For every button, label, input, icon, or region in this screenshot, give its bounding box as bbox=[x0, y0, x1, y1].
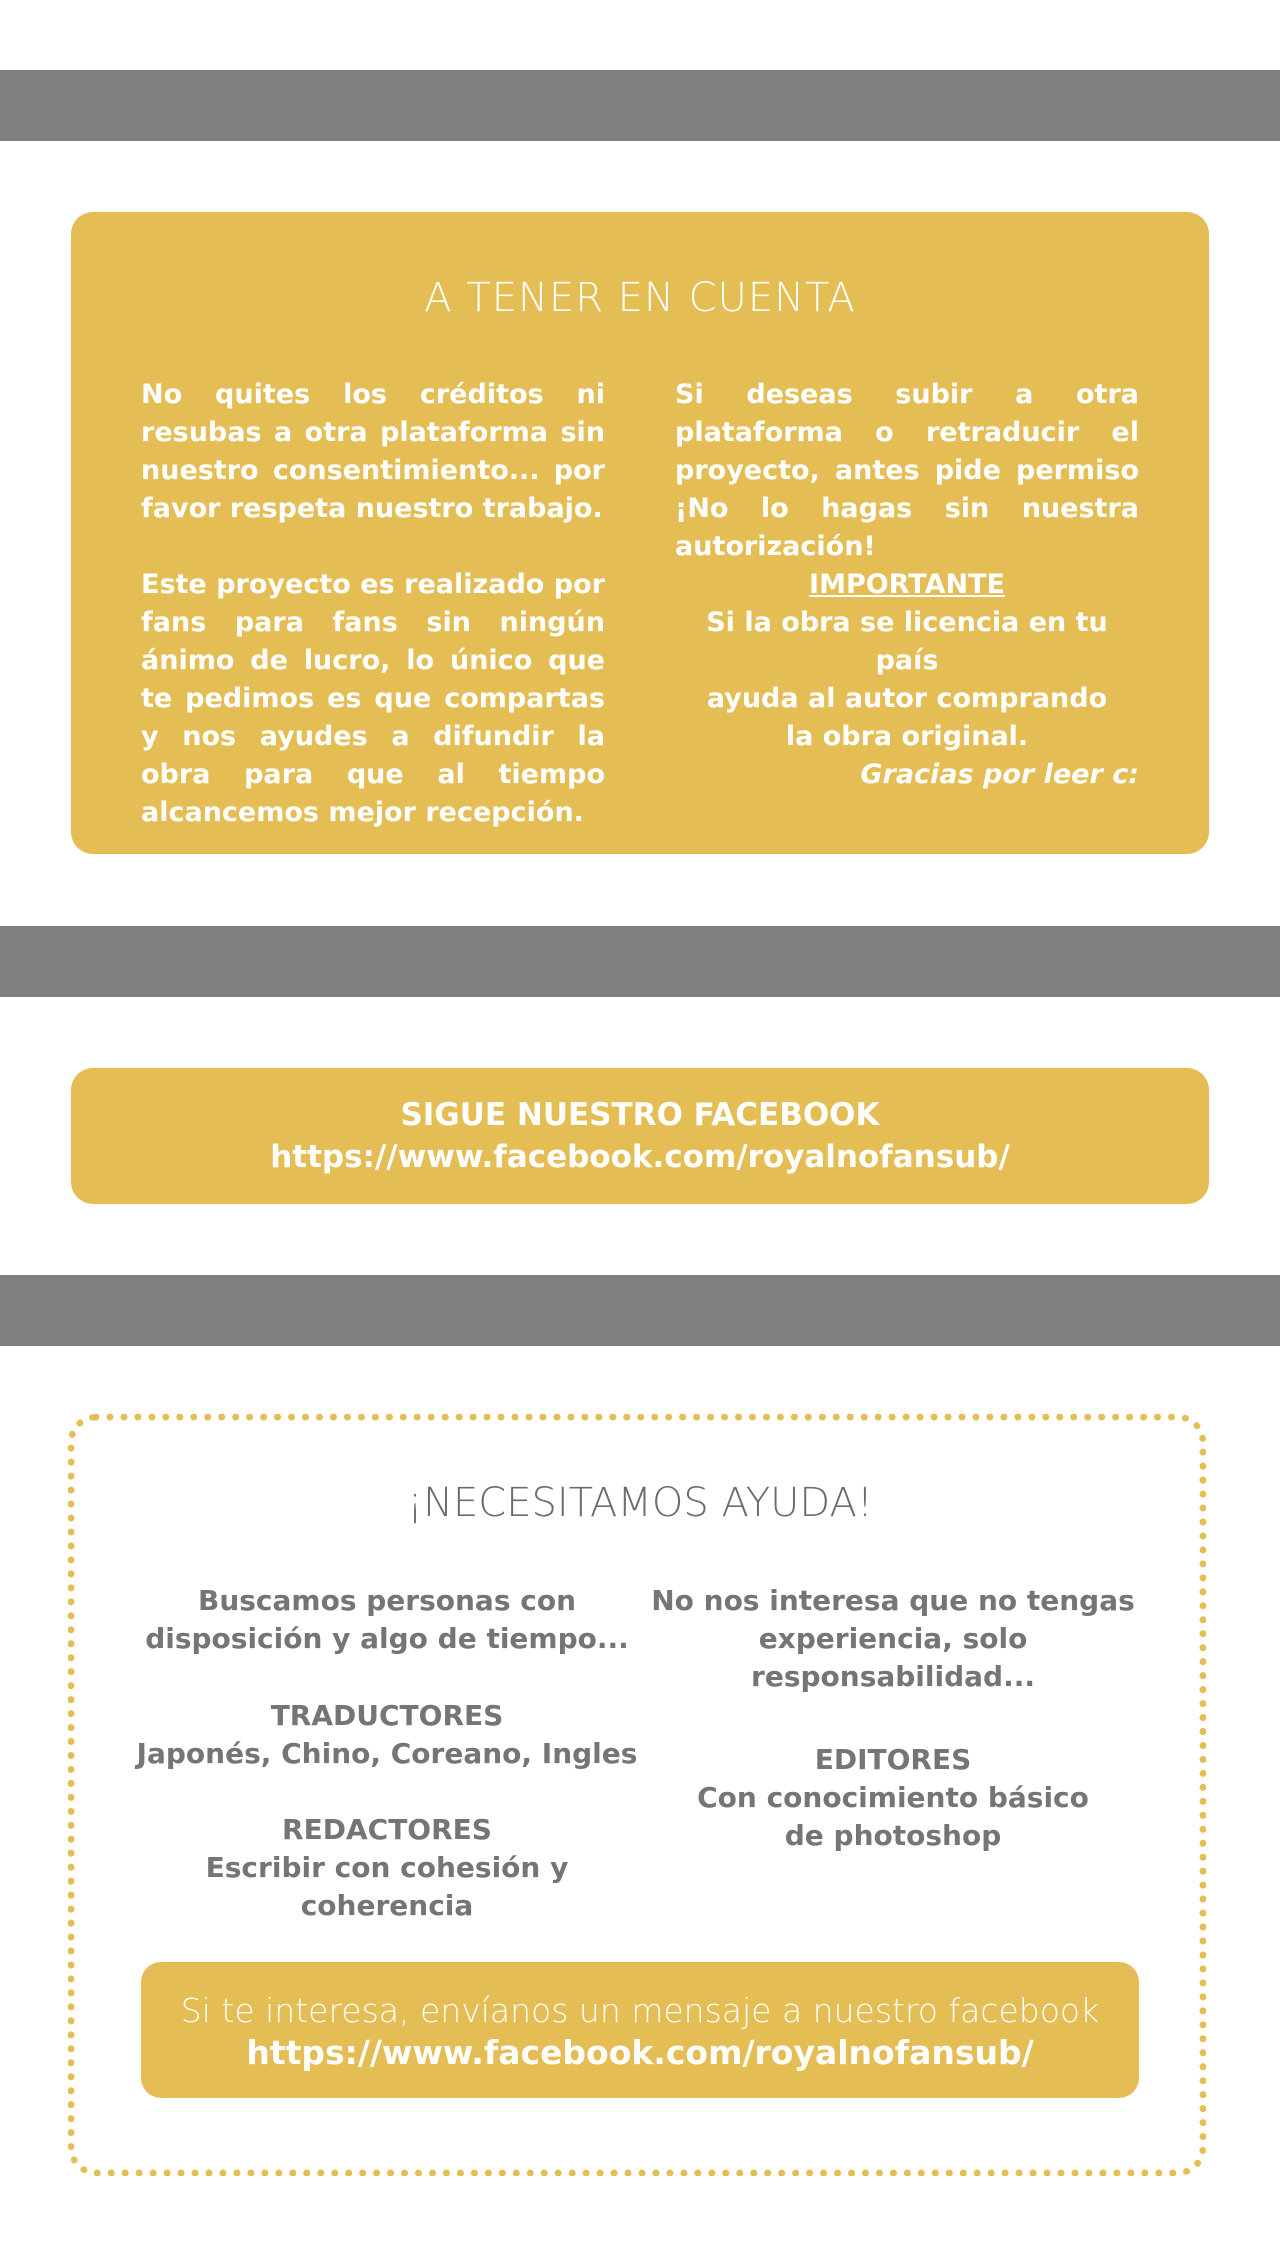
help-intro-left bbox=[127, 1582, 647, 1658]
important-line: Si la obra se licencia en tu país bbox=[706, 607, 1108, 676]
role-title: EDITORES bbox=[814, 1743, 972, 1776]
thanks-text: Gracias por leer c: bbox=[860, 759, 1139, 790]
contact-card[interactable] bbox=[141, 1962, 1139, 2098]
role-detail: Japonés, Chino, Coreano, Ingles bbox=[136, 1737, 638, 1770]
divider-bar-top bbox=[0, 70, 1280, 141]
facebook-card[interactable] bbox=[71, 1068, 1209, 1204]
facebook-link[interactable]: https://www.facebook.com/royalnofansub/ bbox=[270, 1139, 1010, 1175]
contact-facebook-link[interactable]: https://www.facebook.com/royalnofansub/ bbox=[246, 2033, 1034, 2072]
help-intro-right bbox=[633, 1582, 1153, 1696]
divider-bar-bottom bbox=[0, 1275, 1280, 1346]
facebook-heading: SIGUE NUESTRO FACEBOOK bbox=[400, 1097, 880, 1133]
help-intro-line: No nos interesa que no tengas bbox=[651, 1584, 1135, 1617]
notice-title: A TENER EN CUENTA bbox=[424, 275, 856, 321]
role-detail: Escribir con cohesión y coherencia bbox=[205, 1851, 569, 1922]
help-intro-line: experiencia, solo responsabilidad... bbox=[751, 1622, 1035, 1693]
important-block bbox=[675, 566, 1139, 756]
help-intro-line: Buscamos personas con bbox=[197, 1584, 576, 1617]
role-detail: de photoshop bbox=[784, 1819, 1002, 1852]
notice-credits-paragraph: No quites los créditos ni resubas a otra plataforma sin nuestro consentimiento... por favor respeta nuestro trabajo. bbox=[141, 379, 605, 524]
notice-fans-paragraph: Este proyecto es realizado por fans para fans sin ningún ánimo de lucro, lo único que te pedimos es que compartas y nos ayudes a difundir la obra para que al tiempo alcancemos mejor recepción. bbox=[141, 569, 605, 828]
contact-message: Si te interesa, envíanos un mensaje a nuestro facebook bbox=[180, 1991, 1100, 2030]
important-line: ayuda al autor comprando bbox=[706, 683, 1108, 714]
help-intro-line: disposición y algo de tiempo... bbox=[145, 1622, 629, 1655]
important-line: la obra original. bbox=[785, 721, 1029, 752]
role-editors bbox=[633, 1741, 1153, 1855]
role-redactors bbox=[127, 1811, 647, 1925]
role-title: TRADUCTORES bbox=[270, 1699, 504, 1732]
role-detail: Con conocimiento básico bbox=[697, 1781, 1089, 1814]
important-title: IMPORTANTE bbox=[809, 569, 1005, 600]
role-title: REDACTORES bbox=[282, 1813, 492, 1846]
role-translators bbox=[127, 1697, 647, 1773]
divider-bar-middle bbox=[0, 926, 1280, 997]
help-title: ¡NECESITAMOS AYUDA! bbox=[407, 1480, 873, 1526]
notice-permission-paragraph: Si deseas subir a otra plataforma o retraducir el proyecto, antes pide permiso ¡No lo hagas sin nuestra autorización! bbox=[675, 379, 1139, 562]
